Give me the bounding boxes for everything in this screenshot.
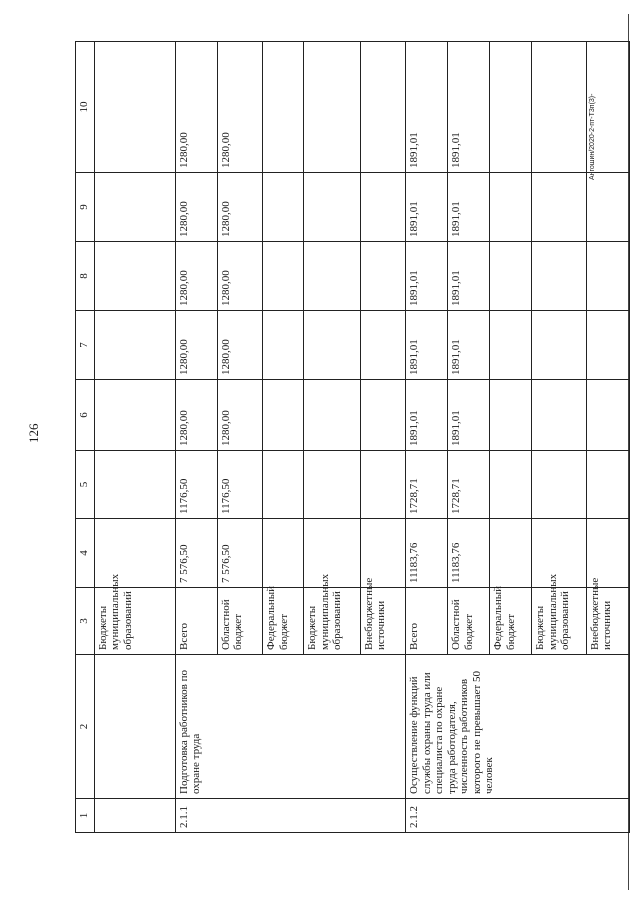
value-cell: 1176,50 <box>217 451 262 519</box>
value-cell: 1891,01 <box>448 380 490 451</box>
funding-source: Областной бюджет <box>448 588 490 655</box>
funding-source: Бюджеты муниципальных образований <box>532 588 587 655</box>
col-number: 3 <box>76 588 95 655</box>
value-cell: 1891,01 <box>448 42 490 173</box>
col-number: 7 <box>76 311 95 380</box>
value-cell: 1280,00 <box>175 242 217 311</box>
col-number: 2 <box>76 655 95 799</box>
funding-source: Областной бюджет <box>217 588 262 655</box>
value-cell: 1280,00 <box>217 173 262 242</box>
value-cell: 1280,00 <box>175 380 217 451</box>
value-cell: 1176,50 <box>175 451 217 519</box>
col-number: 10 <box>76 42 95 173</box>
col-number: 8 <box>76 242 95 311</box>
col-number: 6 <box>76 380 95 451</box>
item-code: 2.1.2 <box>406 799 630 833</box>
value-cell: 1280,00 <box>175 311 217 380</box>
value-cell: 1891,01 <box>406 311 448 380</box>
value-cell: 7 576,50 <box>217 519 262 588</box>
table-row <box>406 42 448 833</box>
col-number: 5 <box>76 451 95 519</box>
funding-source: Бюджеты муниципальных образований <box>304 588 361 655</box>
value-cell: 7 576,50 <box>175 519 217 588</box>
table-row <box>94 42 175 833</box>
value-cell: 1280,00 <box>217 380 262 451</box>
col-number: 9 <box>76 173 95 242</box>
value-cell: 1891,01 <box>406 42 448 173</box>
value-cell: 1280,00 <box>217 42 262 173</box>
item-name: Осуществление функций службы охраны труда или специалиста по охране труда работодателя, численность работников которого не превышает 50 человек <box>406 655 630 799</box>
col-number: 1 <box>76 799 95 833</box>
value-cell: 1280,00 <box>217 242 262 311</box>
funding-source: Внебюджетные источники <box>360 588 405 655</box>
value-cell: 1280,00 <box>217 311 262 380</box>
page-number: 126 <box>26 423 41 443</box>
value-cell: 1280,00 <box>175 42 217 173</box>
table-row <box>175 42 217 833</box>
item-name: Подготовка работников по охране труда <box>175 655 405 799</box>
col-number: 4 <box>76 519 95 588</box>
value-cell: 1891,01 <box>448 311 490 380</box>
value-cell: 1891,01 <box>406 173 448 242</box>
value-cell: 1891,01 <box>406 242 448 311</box>
value-cell: 1891,01 <box>448 173 490 242</box>
value-cell: 1728,71 <box>448 451 490 519</box>
funding-source: Федеральный бюджет <box>263 588 304 655</box>
column-number-row <box>76 42 95 833</box>
funding-source: Всего <box>406 588 448 655</box>
funding-source: Внебюджетные источники <box>586 588 629 655</box>
funding-source: Федеральный бюджет <box>490 588 532 655</box>
value-cell: 1891,01 <box>448 242 490 311</box>
funding-source: Всего <box>175 588 217 655</box>
budget-table <box>75 41 630 833</box>
budget-table-rotated <box>75 72 630 833</box>
value-cell: 1280,00 <box>175 173 217 242</box>
item-code: 2.1.1 <box>175 799 405 833</box>
value-cell: 1891,01 <box>406 380 448 451</box>
value-cell: 11183,76 <box>448 519 490 588</box>
value-cell: 1728,71 <box>406 451 448 519</box>
value-cell: 11183,76 <box>406 519 448 588</box>
funding-source: Бюджеты муниципальных образований <box>94 588 175 655</box>
document-stamp: Ангошин/2020-2-пт-Т3п(3)- <box>589 93 596 180</box>
